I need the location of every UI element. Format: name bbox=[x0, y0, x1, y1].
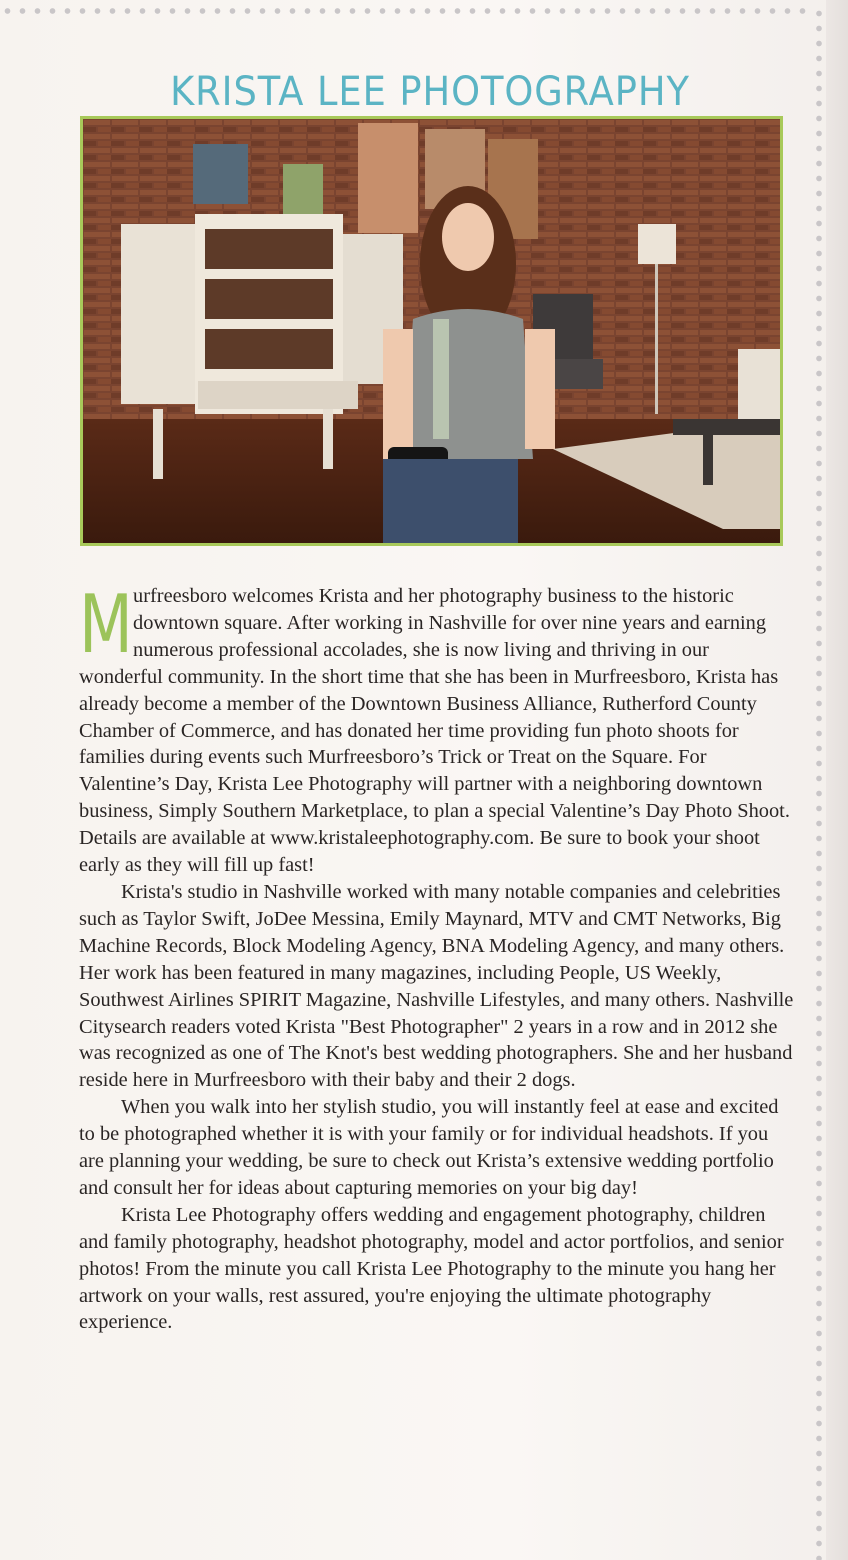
article-paragraph-3: When you walk into her stylish studio, you will instantly feel at ease and excited to be photographed whether it is with your family or for individual headshots. If you are planning your wedding, be sure to check out Krista’s extensive wedding portfolio and consult her for ideas about capturing memories on your big day! bbox=[79, 1096, 779, 1199]
drop-cap: M bbox=[79, 578, 133, 671]
studio-photo-illustration bbox=[83, 119, 780, 543]
paragraph-1-text: urfreesboro welcomes Krista and her photography business to the historic downtown square. After working in Nashville for over nine years and earning numerous professional accolades, she is now living and thriving in our wonderful community. In the short time that she has been in Murfreesboro, Krista has already become a member of the Downtown Business Alliance, Rutherford County Chamber of Commerce, and has donated her time providing fun photo shoots for families during events such Murfreesboro’s Trick or Treat on the Square. For Valentine’s Day, Krista Lee Photography will partner with a neighboring downtown business, Simply Southern Marketplace, to plan a special Valentine’s Day Photo Shoot. Details are available at www.kristaleephotography.com. Be sure to book your shoot early as they will fill up fast! bbox=[79, 585, 790, 877]
dotted-border-top bbox=[0, 6, 812, 16]
dotted-border-right bbox=[813, 6, 825, 1560]
article-paragraph-2: Krista's studio in Nashville worked with many notable companies and celebrities such as Taylor Swift, JoDee Messina, Emily Maynard, MTV and CMT Networks, Big Machine Records, Block Modeling Agency, BNA Modeling Agency, and many others. Her work has been featured in many magazines, including People, US Weekly, Southwest Airlines SPIRIT Magazine, Nashville Lifestyles, and many others. Nashville Citysearch readers voted Krista "Best Photographer" 2 years in a row and in 2012 she was recognized as one of The Knot's best wedding photographers. She and her husband reside here in Murfreesboro with their baby and their 2 dogs. bbox=[79, 880, 794, 1092]
page-title: KRISTA LEE PHOTOGRAPHY bbox=[170, 68, 690, 115]
article-paragraph-4: Krista Lee Photography offers wedding and engagement photography, children and family photography, headshot photography, model and actor portfolios, and senior photos! From the minute you call Krista Lee Photography to the minute you hang her artwork on your walls, rest assured, you're enjoying the ultimate photography experience. bbox=[79, 1203, 784, 1334]
article-paragraph-1 bbox=[79, 578, 794, 879]
studio-photo bbox=[80, 116, 783, 546]
page-edge bbox=[826, 0, 848, 1560]
article-body bbox=[79, 578, 794, 1336]
